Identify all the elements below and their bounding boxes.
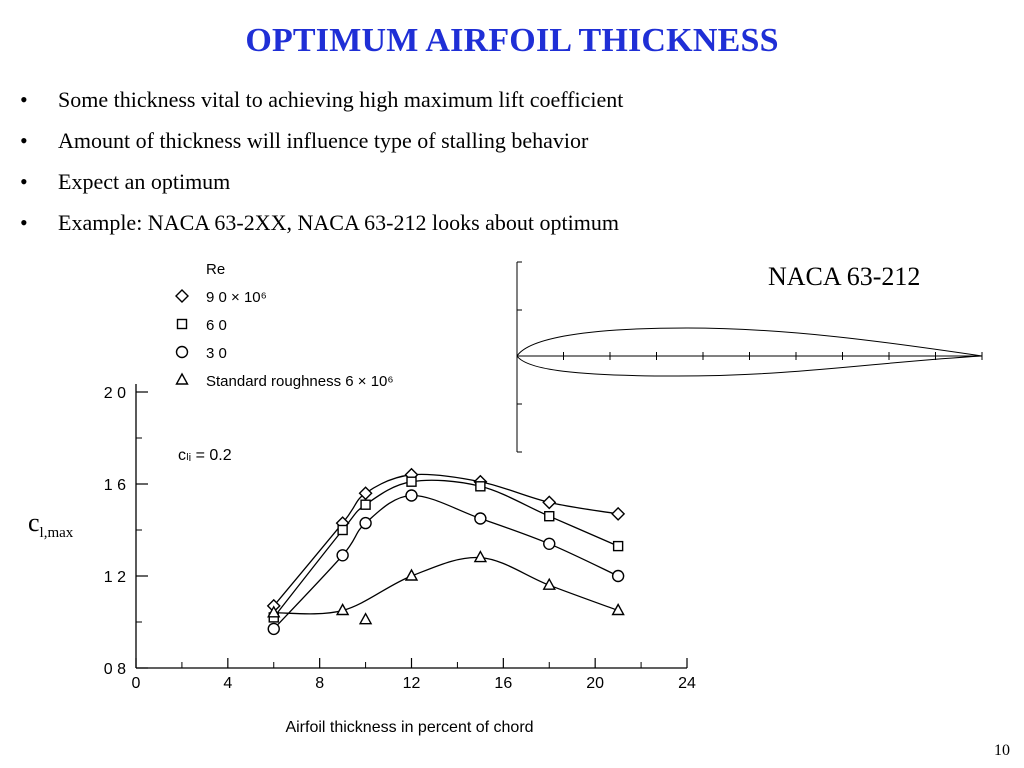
x-tick-label: 0 <box>131 675 141 692</box>
legend-entry: 3 0 <box>206 345 227 362</box>
bullet-text: Some thickness vital to achieving high maximum lift coefficient <box>58 87 624 112</box>
chart-series <box>268 469 624 635</box>
y-axis-label-main: c <box>28 508 40 537</box>
legend-entry: 6 0 <box>206 317 227 334</box>
airfoil-label: NACA 63-212 <box>768 262 921 291</box>
legend-title: Re <box>206 261 226 278</box>
bullet-dot: • <box>20 169 28 194</box>
square-marker <box>476 482 485 491</box>
diamond-marker <box>612 508 624 520</box>
circle-marker <box>268 623 279 634</box>
series-line <box>274 495 618 628</box>
chart-axes <box>104 384 696 736</box>
x-tick-label: 12 <box>402 675 421 692</box>
slide-title: OPTIMUM AIRFOIL THICKNESS <box>245 22 779 59</box>
triangle-marker <box>475 552 486 562</box>
triangle-marker <box>177 374 188 384</box>
x-tick-label: 8 <box>315 675 325 692</box>
circle-marker <box>360 518 371 529</box>
y-tick-label: 1 6 <box>103 477 126 494</box>
bullet-text: Amount of thickness will influence type of stalling behavior <box>58 128 589 153</box>
y-axis-label <box>28 508 73 542</box>
bullet-dot: • <box>20 87 28 112</box>
square-marker <box>178 320 187 329</box>
chart-annotation: cₗᵢ = 0.2 <box>178 447 232 464</box>
series-line <box>274 474 618 606</box>
x-tick-label: 16 <box>494 675 513 692</box>
x-tick-label: 4 <box>223 675 233 692</box>
diamond-marker <box>176 290 188 302</box>
circle-marker <box>406 490 417 501</box>
series-square <box>269 477 622 622</box>
triangle-marker <box>360 614 371 624</box>
x-tick-label: 20 <box>586 675 605 692</box>
circle-marker <box>613 571 624 582</box>
circle-marker <box>544 538 555 549</box>
bullet-text: Expect an optimum <box>58 169 231 194</box>
page-number: 10 <box>994 742 1010 759</box>
circle-marker <box>177 347 188 358</box>
bullet-dot: • <box>20 128 28 153</box>
chart-legend <box>176 261 394 390</box>
series-diamond <box>268 469 624 612</box>
series-triangle <box>268 552 623 624</box>
y-tick-label: 1 2 <box>103 569 126 586</box>
bullet-dot: • <box>20 210 28 235</box>
square-marker <box>361 500 370 509</box>
legend-entry: Standard roughness 6 × 10⁶ <box>206 373 394 390</box>
square-marker <box>614 542 623 551</box>
circle-marker <box>475 513 486 524</box>
x-axis-label: Airfoil thickness in percent of chord <box>285 719 534 736</box>
legend-entry: 9 0 × 10⁶ <box>206 289 267 306</box>
airfoil-upper-surface <box>517 328 982 356</box>
series-line <box>274 557 618 613</box>
diamond-marker <box>543 496 555 508</box>
y-tick-label: 2 0 <box>103 385 126 402</box>
square-marker <box>545 512 554 521</box>
series-line <box>274 480 618 617</box>
y-tick-label: 0 8 <box>103 661 126 678</box>
x-tick-label: 24 <box>678 675 696 692</box>
bullet-text: Example: NACA 63-2XX, NACA 63-212 looks about optimum <box>58 210 619 235</box>
square-marker <box>407 477 416 486</box>
square-marker <box>338 526 347 535</box>
circle-marker <box>337 550 348 561</box>
y-axis-label-sub: l,max <box>39 525 74 541</box>
